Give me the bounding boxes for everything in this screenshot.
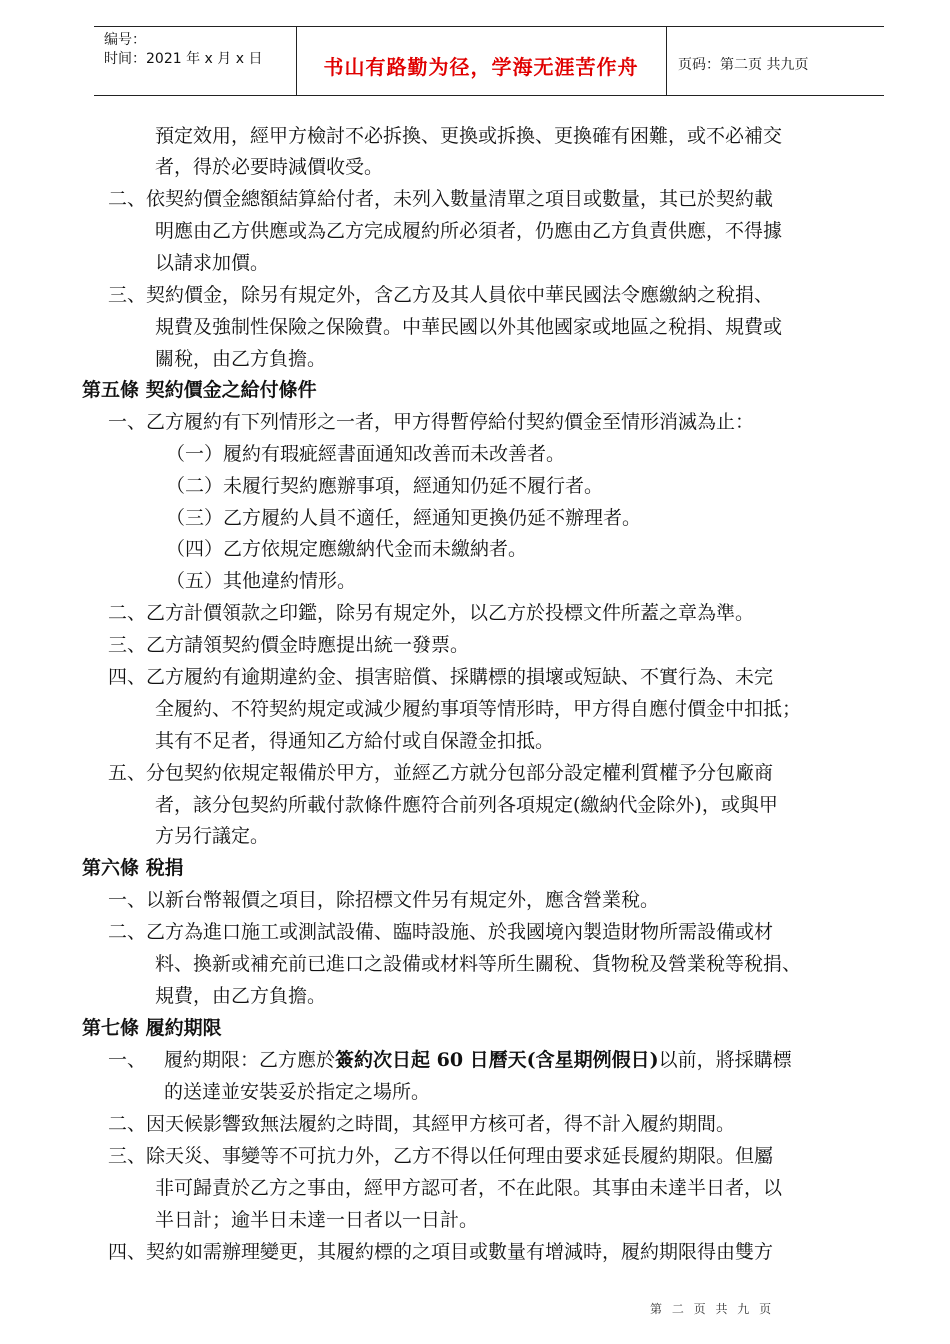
body-line: 者，得於必要時減價收受。 bbox=[155, 156, 384, 178]
body-line: 非可歸責於乙方之事由，經甲方認可者，不在此限。其事由未達半日者，以 bbox=[155, 1177, 783, 1199]
clause-item: 二、乙方計價領款之印鑑，除另有規定外，以乙方於投標文件所蓋之章為準。 bbox=[108, 602, 755, 624]
clause-item: 三、除天災、事變等不可抗力外，乙方不得以任何理由要求延長履約期限。但屬 bbox=[108, 1145, 774, 1167]
clause-item: 二、依契約價金總額結算給付者，未列入數量清單之項目或數量，其已於契約載 bbox=[108, 188, 774, 210]
term-bold-text: 簽約次日起 60 日曆天(含星期例假日) bbox=[335, 1049, 659, 1071]
sub-item: （四）乙方依規定應繳納代金而未繳納者。 bbox=[166, 538, 528, 560]
article-heading: 第五條 契約價金之給付條件 bbox=[82, 379, 317, 401]
clause-number: 一、 bbox=[108, 1049, 147, 1071]
clause-item: 五、分包契約依規定報備於甲方，並經乙方就分包部分設定權利質權予分包廠商 bbox=[108, 762, 774, 784]
header-time-label: 时间：2021 年 x 月 x 日 bbox=[104, 51, 263, 67]
body-line: 者，該分包契約所載付款條件應符合前列各項規定(繳納代金除外)，或與甲 bbox=[155, 794, 778, 816]
body-line: 方另行議定。 bbox=[155, 825, 270, 847]
article-heading: 第六條 稅捐 bbox=[82, 857, 184, 879]
body-line: 規費及強制性保險之保險費。中華民國以外其他國家或地區之稅捐、規費或 bbox=[155, 316, 783, 338]
term-text: 履約期限：乙方應於 bbox=[164, 1049, 336, 1071]
header-number-label: 编号： bbox=[104, 32, 146, 48]
body-line: 明應由乙方供應或為乙方完成履約所必須者，仍應由乙方負責供應，不得據 bbox=[155, 220, 783, 242]
body-line: 全履約、不符契約規定或減少履約事項等情形時，甲方得自應付價金中扣抵； bbox=[155, 698, 802, 720]
page-footer: 第 二 页 共 九 页 bbox=[650, 1302, 775, 1316]
clause-item: 一、乙方履約有下列情形之一者，甲方得暫停給付契約價金至情形消滅為止： bbox=[108, 411, 755, 433]
body-line: 關稅，由乙方負擔。 bbox=[155, 348, 327, 370]
article-heading: 第七條 履約期限 bbox=[82, 1017, 222, 1039]
sub-item: （三）乙方履約人員不適任，經通知更換仍延不辦理者。 bbox=[166, 507, 642, 529]
sub-item: （一）履約有瑕疵經書面通知改善而未改善者。 bbox=[166, 443, 566, 465]
header-meta bbox=[104, 31, 262, 69]
header-motto: 书山有路勤为径，学海无涯苦作舟 bbox=[323, 55, 639, 79]
clause-item bbox=[164, 1048, 792, 1072]
sub-item: （五）其他違約情形。 bbox=[166, 570, 357, 592]
sub-item: （二）未履行契約應辦事項，經通知仍延不履行者。 bbox=[166, 475, 604, 497]
clause-item: 四、契約如需辦理變更，其履約標的之項目或數量有增減時，履約期限得由雙方 bbox=[108, 1241, 774, 1263]
body-line: 規費，由乙方負擔。 bbox=[155, 985, 327, 1007]
header-divider bbox=[666, 27, 667, 95]
document-header bbox=[94, 26, 884, 96]
body-line: 半日計；逾半日未達一日者以一日計。 bbox=[155, 1209, 479, 1231]
body-line: 料、換新或補充前已進口之設備或材料等所生關稅、貨物稅及營業稅等稅捐、 bbox=[155, 953, 802, 975]
body-line: 其有不足者，得通知乙方給付或自保證金扣抵。 bbox=[155, 730, 555, 752]
clause-item: 四、乙方履約有逾期違約金、損害賠償、採購標的損壞或短缺、不實行為、未完 bbox=[108, 666, 774, 688]
clause-item: 三、契約價金，除另有規定外，含乙方及其人員依中華民國法令應繳納之稅捐、 bbox=[108, 284, 774, 306]
body-line: 預定效用，經甲方檢討不必拆換、更換或拆換、更換確有困難，或不必補交 bbox=[155, 125, 783, 147]
clause-item: 二、因天候影響致無法履約之時間，其經甲方核可者，得不計入履約期間。 bbox=[108, 1113, 736, 1135]
clause-item: 一、以新台幣報價之項目，除招標文件另有規定外，應含營業稅。 bbox=[108, 889, 660, 911]
clause-item: 三、乙方請領契約價金時應提出統一發票。 bbox=[108, 634, 470, 656]
body-line: 的送達並安裝妥於指定之場所。 bbox=[164, 1081, 431, 1103]
body-line: 以請求加價。 bbox=[155, 252, 270, 274]
header-page-label: 页码：第二页 共九页 bbox=[678, 57, 809, 73]
term-text: 以前，將採購標 bbox=[658, 1049, 792, 1071]
clause-item: 二、乙方為進口施工或測試設備、臨時設施、於我國境內製造財物所需設備或材 bbox=[108, 921, 774, 943]
